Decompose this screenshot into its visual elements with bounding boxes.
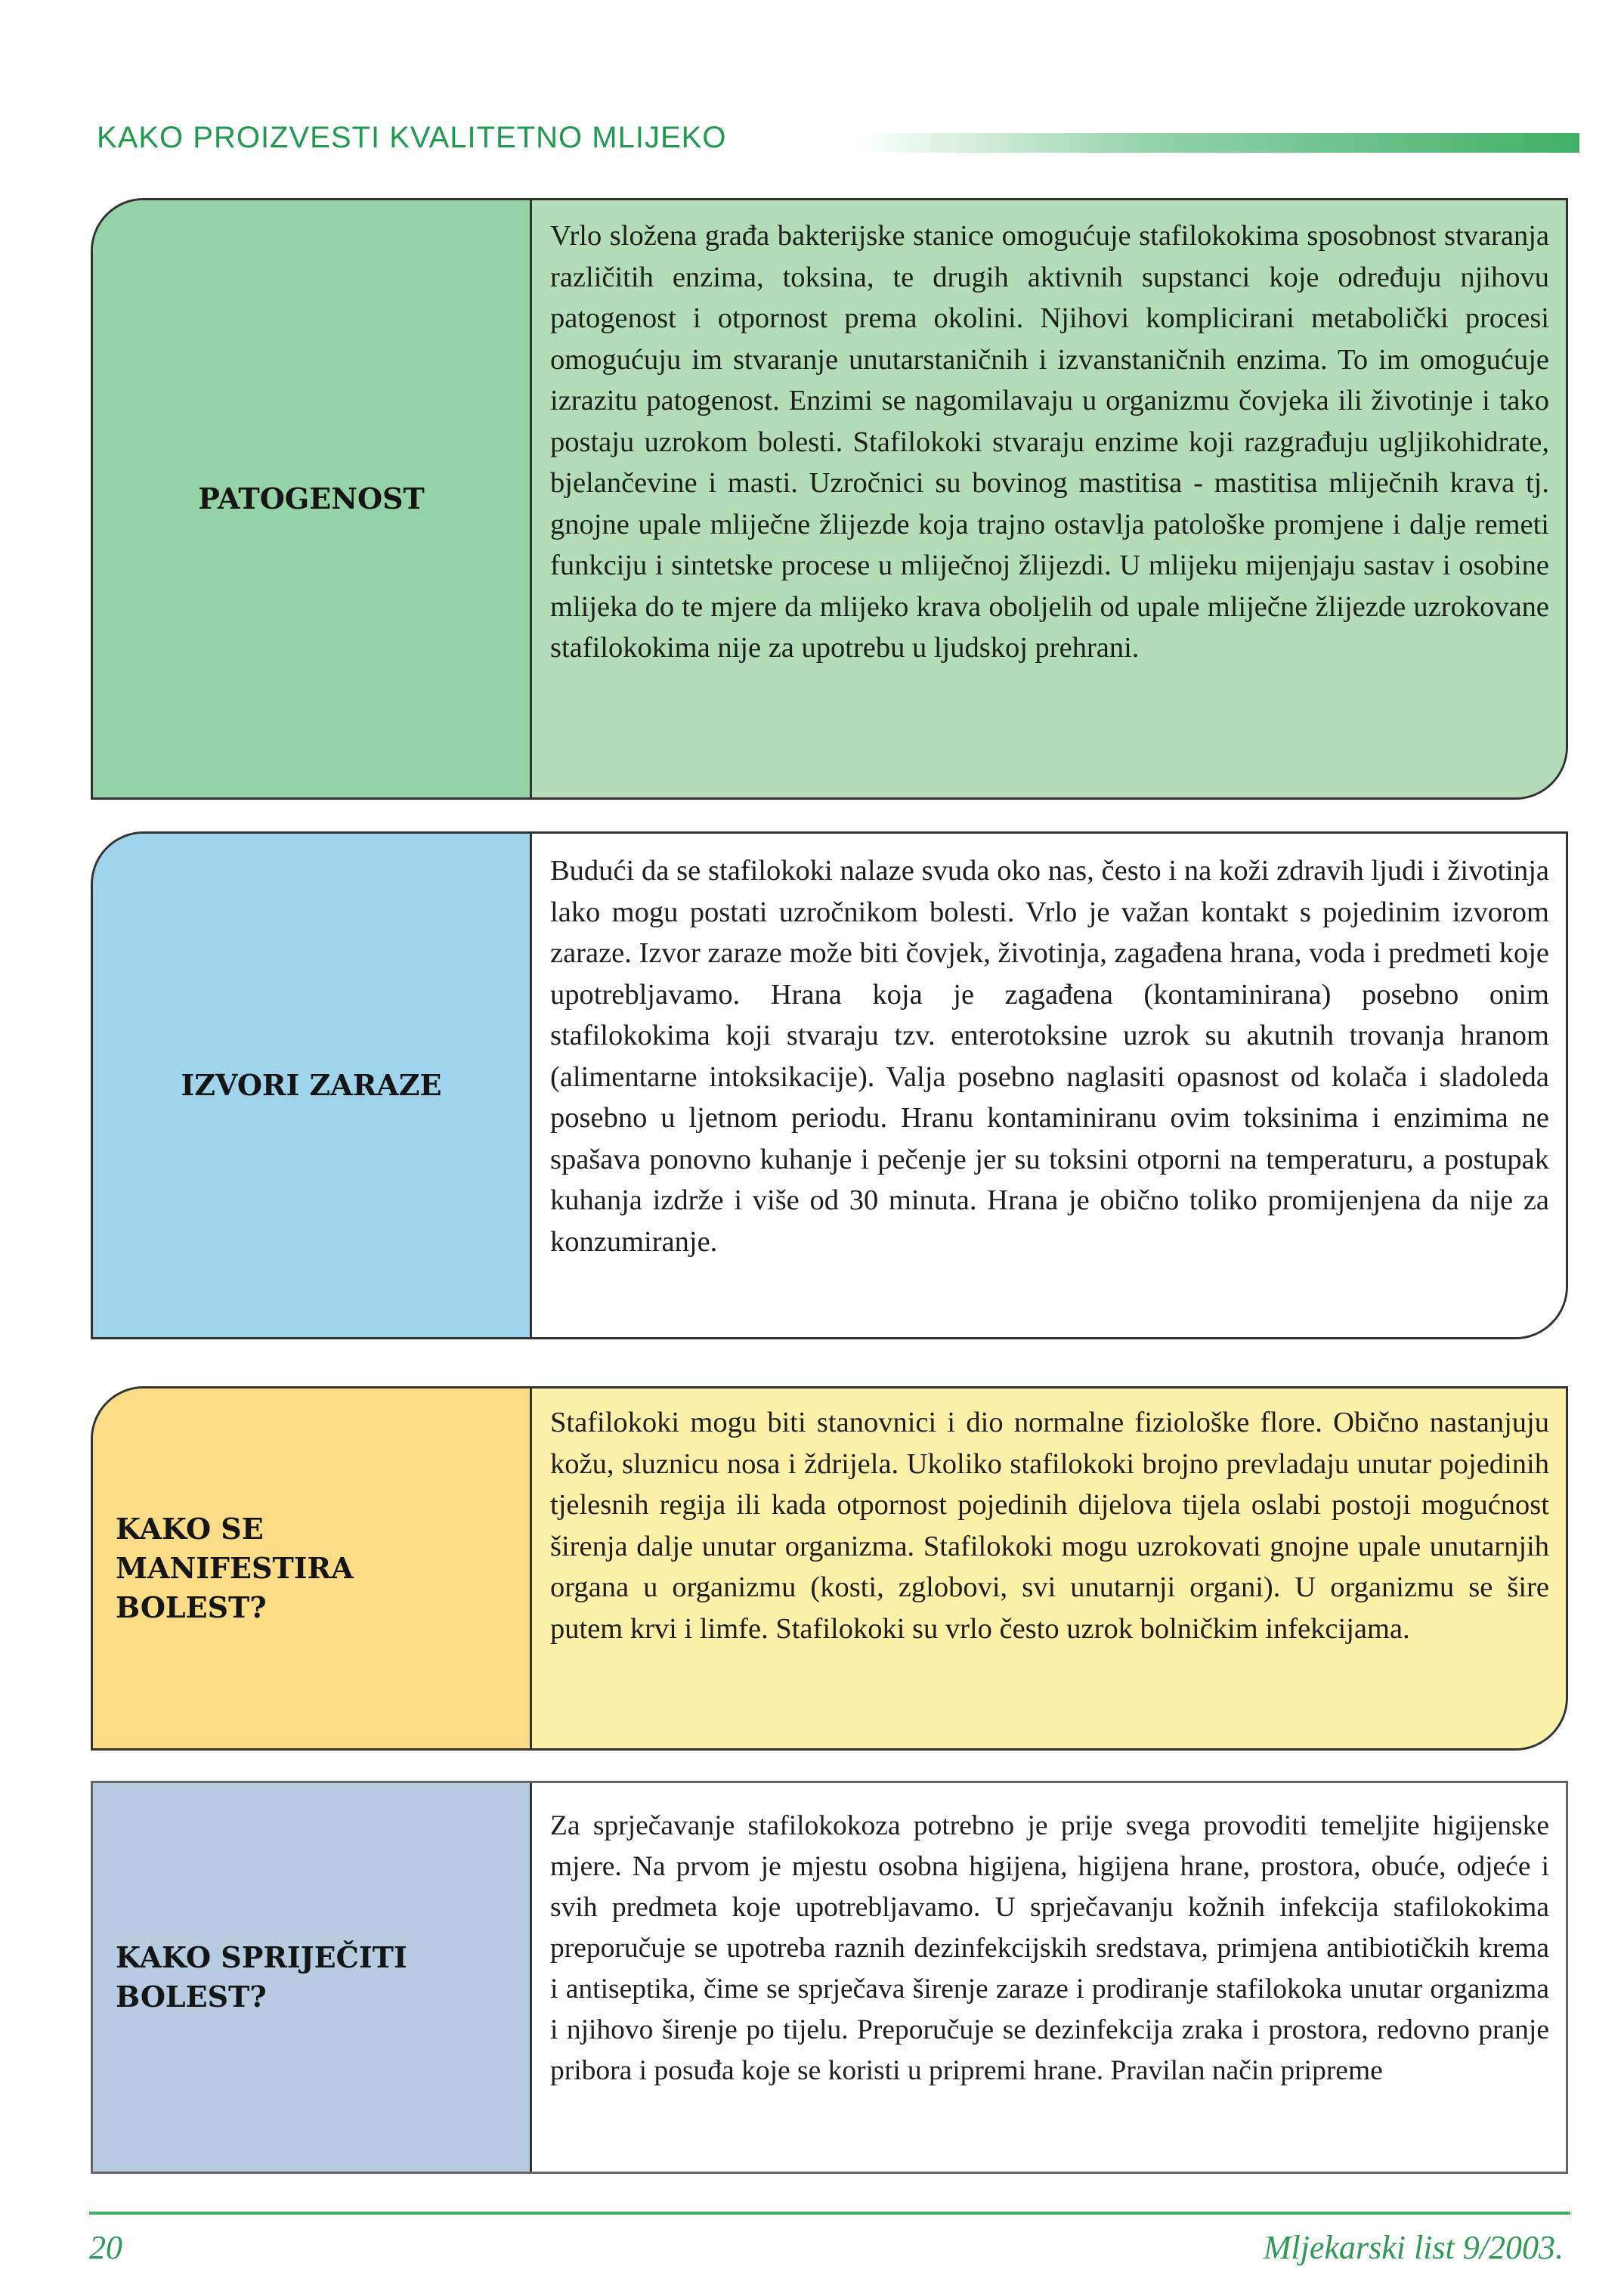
section-body-cell: [530, 1388, 1566, 1748]
section-heading: IZVORI ZARAZE: [181, 1068, 442, 1102]
section-label-cell: [93, 1388, 530, 1748]
section-izvori-zaraze: [91, 831, 1568, 1339]
section-sprjecavanje-bolesti: [91, 1781, 1568, 2174]
section-paragraph: Vrlo složena građa bakterijske stanice omogućuje stafilokokima sposobnost stvaranja različitih enzima, toksina, te drugih aktivnih supstanci koje određuju njihovu patogenost i otpornost prema okolini. Njihovi komplicirani metabolički procesi omogućuju im stvaranje unutarstaničnih i izvanstaničnih enzima. To im omogućuje izrazitu patogenost. Enzimi se nagomilavaju u organizmu čovjeka ili životinje i tako postaju uzrokom bolesti. Stafilokoki stvaraju enzime koji razgrađuju ugljikohidrate, bjelančevine i masti. Uzročnici su bovinog mastitisa - mastitisa mliječnih krava tj. gnojne upale mliječne žlijezde koja trajno ostavlja patološke promjene i dalje remeti funkciju i sintetske procese u mliječnoj žlijezdi. U mlijeku mijenjaju sastav i osobine mlijeka do te mjere da mlijeko krava oboljelih od upale mliječne žlijezde uzrokovane stafilokokima nije za upotrebu u ljudskoj prehrani.: [550, 220, 1549, 664]
section-body-cell: [530, 200, 1566, 797]
section-manifestacija-bolesti: [91, 1386, 1568, 1751]
journal-issue: Mljekarski list 9/2003.: [1263, 2229, 1564, 2266]
section-paragraph: Budući da se stafilokoki nalaze svuda oko nas, često i na koži zdravih ljudi i životinja lako mogu postati uzročnikom bolesti. Vrlo je važan kontakt s pojedinim izvorom zaraze. Izvor zaraze može biti čovjek, životinja, zagađena hrana, voda i predmeti koje upotrebljavamo. Hrana koja je zagađena (kontaminirana) posebno onim stafilokokima koji stvaraju tzv. enterotoksine uzrok su akutnih trovanja hranom (alimentarne intoksikacije). Valja posebno naglasiti opasnost od kolača i sladoleda posebno u ljetnom periodu. Hranu kontaminiranu ovim toksinima i enzimima ne spašava ponovno kuhanje i pečenje jer su toksini otporni na temperaturu, a postupak kuhanja izdrže i više od 30 minuta. Hrana je obično toliko promijenjena da nije za konzumiranje.: [550, 855, 1549, 1258]
page-number: 20: [89, 2229, 122, 2266]
section-paragraph: Za sprječavanje stafilokokoza potrebno je prije svega provoditi temeljite higijenske mjere. Na prvom je mjestu osobna higijena, higijena hrane, prostora, obuće, odjeće i svih predmeta koje upotrebljavamo. U sprječavanju kožnih infekcija stafilokokima preporučuje se upotreba raznih dezinfekcijskih sredstava, primjena antibiotičkih krema i antiseptika, čime se sprječava širenje zaraze i prodiranje stafilokoka unutar organizma i njihovo širenje po tijelu. Preporučuje se dezinfekcija zraka i prostora, redovno pranje pribora i posuđa koje se koristi u pripremi hrane. Pravilan način pripreme: [550, 1810, 1549, 2086]
section-body-cell: [530, 1783, 1566, 2172]
section-label-cell: [93, 834, 530, 1337]
footer-divider: [89, 2212, 1570, 2215]
section-label-cell: [93, 1783, 530, 2172]
section-heading: PATOGENOST: [198, 481, 425, 515]
section-body-cell: [530, 834, 1566, 1337]
section-heading: KAKO SPRIJEČITI BOLEST?: [116, 1940, 407, 2014]
section-label-cell: [93, 200, 530, 797]
section-patogenost: [91, 198, 1568, 800]
header-decorative-bar: [854, 133, 1579, 153]
running-header-title: KAKO PROIZVESTI KVALITETNO MLIJEKO: [97, 121, 727, 154]
section-paragraph: Stafilokoki mogu biti stanovnici i dio normalne fiziološke flore. Obično nastanjuju kožu, sluznicu nosa i ždrijela. Ukoliko stafilokoki brojno prevladaju unutar pojedinih tjelesnih regija ili kada otpornost pojedinih dijelova tijela oslabi postoji mogućnost širenja dalje unutar organizma. Stafilokoki mogu uzrokovati gnojne upale unutarnjih organa u organizmu (kosti, zglobovi, svi unutarnji organi). U organizmu se šire putem krvi i limfe. Stafilokoki su vrlo često uzrok bolničkim infekcijama.: [550, 1407, 1549, 1645]
section-heading: KAKO SE MANIFESTIRA BOLEST?: [116, 1512, 354, 1624]
